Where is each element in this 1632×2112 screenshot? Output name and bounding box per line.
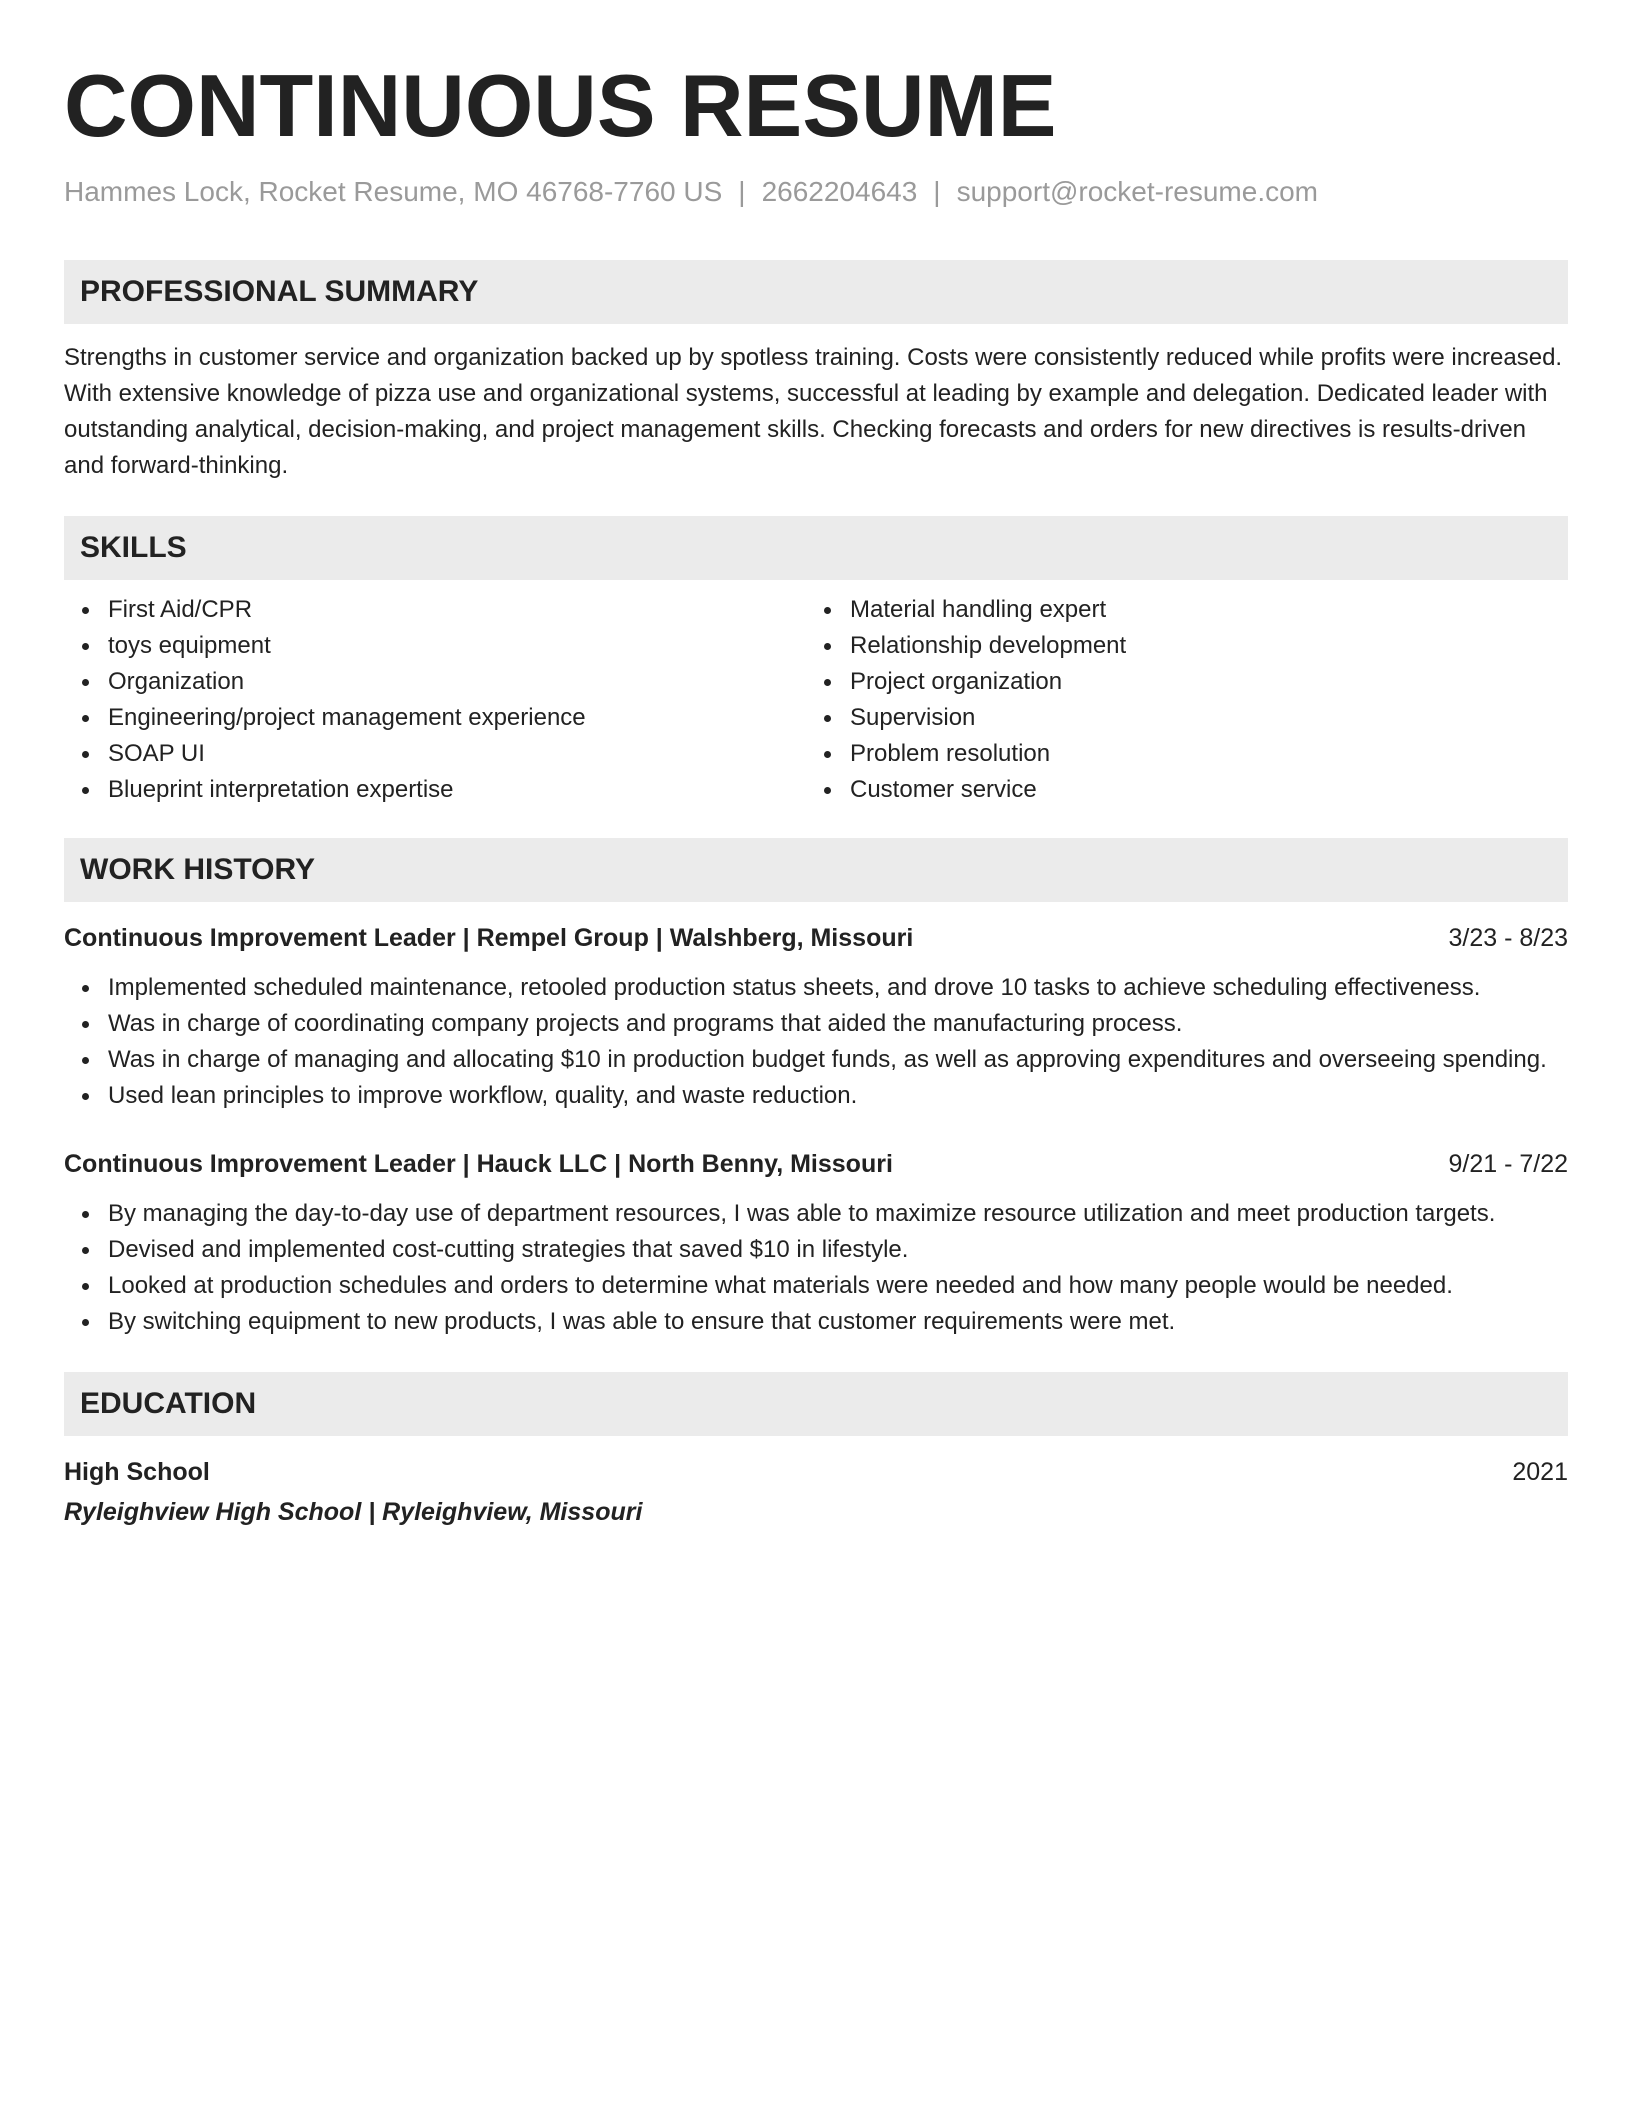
job-dates: 3/23 - 8/23: [1448, 924, 1568, 952]
job-bullet: Implemented scheduled maintenance, retooled production status sheets, and drove 10 tasks to achieve scheduling effectiveness.: [108, 970, 1568, 1006]
job-bullet: Was in charge of managing and allocating $10 in production budget funds, as well as approving expenditures and overseeing spending.: [108, 1042, 1568, 1078]
education-entry: [64, 1454, 1568, 1530]
skill-item: Project organization: [850, 664, 1548, 700]
skills-column-right: [806, 592, 1548, 808]
job-entry: [64, 1146, 1568, 1340]
contact-email: support@rocket-resume.com: [956, 176, 1319, 207]
education-degree: High School: [64, 1458, 210, 1486]
section-header-work-history: WORK HISTORY: [64, 838, 1568, 902]
contact-separator: |: [738, 176, 746, 207]
skill-item: toys equipment: [108, 628, 806, 664]
job-bullets: [64, 970, 1568, 1114]
education-heading-row: [64, 1454, 1568, 1490]
skill-item: SOAP UI: [108, 736, 806, 772]
education-school: Ryleighview High School | Ryleighview, Missouri: [64, 1498, 643, 1526]
job-bullet: Looked at production schedules and orders to determine what materials were needed and how many people would be needed.: [108, 1268, 1568, 1304]
skill-item: Blueprint interpretation expertise: [108, 772, 806, 808]
skill-item: Engineering/project management experience: [108, 700, 806, 736]
job-bullet: By managing the day-to-day use of department resources, I was able to maximize resource utilization and meet production targets.: [108, 1196, 1568, 1232]
job-bullet: By switching equipment to new products, I was able to ensure that customer requirements were met.: [108, 1304, 1568, 1340]
job-heading-row: [64, 1146, 1568, 1182]
job-bullet: Used lean principles to improve workflow, quality, and waste reduction.: [108, 1078, 1568, 1114]
resume-name: CONTINUOUS RESUME: [64, 56, 1057, 155]
skill-item: Organization: [108, 664, 806, 700]
contact-separator: |: [933, 176, 941, 207]
section-header-education: EDUCATION: [64, 1372, 1568, 1436]
skill-item: Relationship development: [850, 628, 1548, 664]
job-dates: 9/21 - 7/22: [1448, 1150, 1568, 1178]
skill-item: Customer service: [850, 772, 1548, 808]
contact-line: [64, 174, 1568, 210]
skills-list: [64, 592, 1568, 808]
job-bullet: Was in charge of coordinating company projects and programs that aided the manufacturing process.: [108, 1006, 1568, 1042]
job-title: Continuous Improvement Leader | Rempel Group | Walshberg, Missouri: [64, 924, 914, 952]
skill-item: First Aid/CPR: [108, 592, 806, 628]
section-header-skills: SKILLS: [64, 516, 1568, 580]
summary-text: Strengths in customer service and organization backed up by spotless training. Costs were consistently reduced while profits were increased. With extensive knowledge of pizza use and organizational systems, successful at leading by example and delegation. Dedicated leader with outstanding analytical, decision-making, and project management skills. Checking forecasts and orders for new directives is results-driven and forward-thinking.: [64, 344, 1563, 479]
section-header-summary: PROFESSIONAL SUMMARY: [64, 260, 1568, 324]
skill-item: Supervision: [850, 700, 1548, 736]
education-year: 2021: [1512, 1458, 1568, 1486]
contact-address: Hammes Lock, Rocket Resume, MO 46768-7760 US: [64, 176, 723, 207]
skills-column-left: [64, 592, 806, 808]
contact-phone: 2662204643: [761, 176, 918, 207]
job-bullets: [64, 1196, 1568, 1340]
job-entry: [64, 920, 1568, 1114]
skill-item: Problem resolution: [850, 736, 1548, 772]
job-heading-row: [64, 920, 1568, 956]
skill-item: Material handling expert: [850, 592, 1548, 628]
job-title: Continuous Improvement Leader | Hauck LLC | North Benny, Missouri: [64, 1150, 893, 1178]
job-bullet: Devised and implemented cost-cutting strategies that saved $10 in lifestyle.: [108, 1232, 1568, 1268]
